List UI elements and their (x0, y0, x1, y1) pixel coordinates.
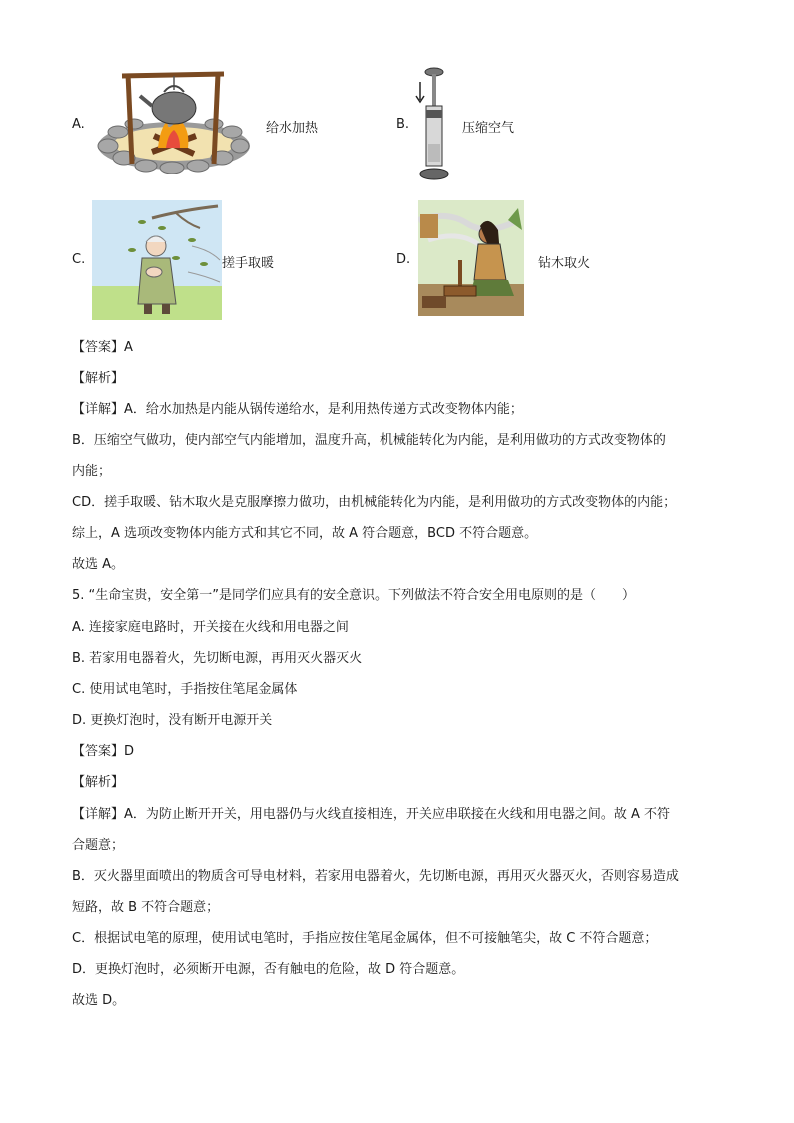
option-a-letter: A. (72, 117, 85, 132)
q4-answer: 【答案】A (72, 340, 133, 355)
q5-option-a: A. 连接家庭电路时，开关接在火线和用电器之间 (72, 620, 349, 635)
q5-option-c: C. 使用试电笔时，手指按住笔尾金属体 (72, 682, 298, 697)
option-c-label: 搓手取暖 (222, 256, 275, 271)
q5-explanation-line: 短路，故 B 不符合题意； (72, 900, 220, 915)
q5-explanation-line: D．更换灯泡时，必须断开电源，否有触电的危险，故 D 符合题意。 (72, 962, 465, 977)
q5-explanation-line: C．根据试电笔的原理，使用试电笔时，手指应按住笔尾金属体，但不可接触笔尖，故 C 不符合题意； (72, 931, 658, 946)
q5-option-d: D. 更换灯泡时，没有断开电源开关 (72, 713, 273, 728)
air-compression-cylinder-illustration (414, 66, 450, 182)
q5-explanation-line: 【详解】A．为防止断开开关，用电器仍与火线直接相连，开关应串联接在火线和用电器之间。故 A 不符 (72, 807, 671, 822)
option-d-label: 钻木取火 (538, 256, 591, 271)
q4-explanation-line: B．压缩空气做功，使内部空气内能增加，温度升高，机械能转化为内能，是利用做功的方式改变物体的 (72, 433, 666, 448)
q5-stem: 5. “生命宝贵，安全第一”是同学们应具有的安全意识。下列做法不符合安全用电原则的是（ ） (72, 588, 636, 603)
option-c-letter: C. (72, 252, 86, 267)
teapot-campfire-illustration (94, 66, 250, 174)
option-a-label: 给水加热 (266, 121, 319, 136)
q4-explanation-line: 内能； (72, 464, 112, 479)
drilling-wood-fire-illustration (418, 200, 524, 316)
q4-explanation-line: 综上，A 选项改变物体内能方式和其它不同，故 A 符合题意，BCD 不符合题意。 (72, 526, 538, 541)
option-d-letter: D. (396, 252, 411, 267)
q5-answer: 【答案】D (72, 744, 135, 759)
q5-explanation-line: 合题意； (72, 838, 125, 853)
option-b-letter: B. (396, 117, 410, 132)
q5-conclusion: 故选 D。 (72, 993, 126, 1008)
q4-explanation-line: CD．搓手取暖、钻木取火是克服摩擦力做功，由机械能转化为内能，是利用做功的方式改变物体的内能； (72, 495, 677, 510)
q4-analysis-header: 【解析】 (72, 371, 125, 386)
person-rubbing-hands-illustration (92, 200, 222, 320)
q5-analysis-header: 【解析】 (72, 775, 125, 790)
option-b-label: 压缩空气 (462, 121, 515, 136)
q5-explanation-line: B．灭火器里面喷出的物质含可导电材料，若家用电器着火，先切断电源，再用灭火器灭火，否则容易造成 (72, 869, 679, 884)
q5-option-b: B. 若家用电器着火，先切断电源，再用灭火器灭火 (72, 651, 363, 666)
q4-conclusion: 故选 A。 (72, 557, 125, 572)
q4-explanation-line: 【详解】A．给水加热是内能从锅传递给水，是利用热传递方式改变物体内能； (72, 402, 523, 417)
